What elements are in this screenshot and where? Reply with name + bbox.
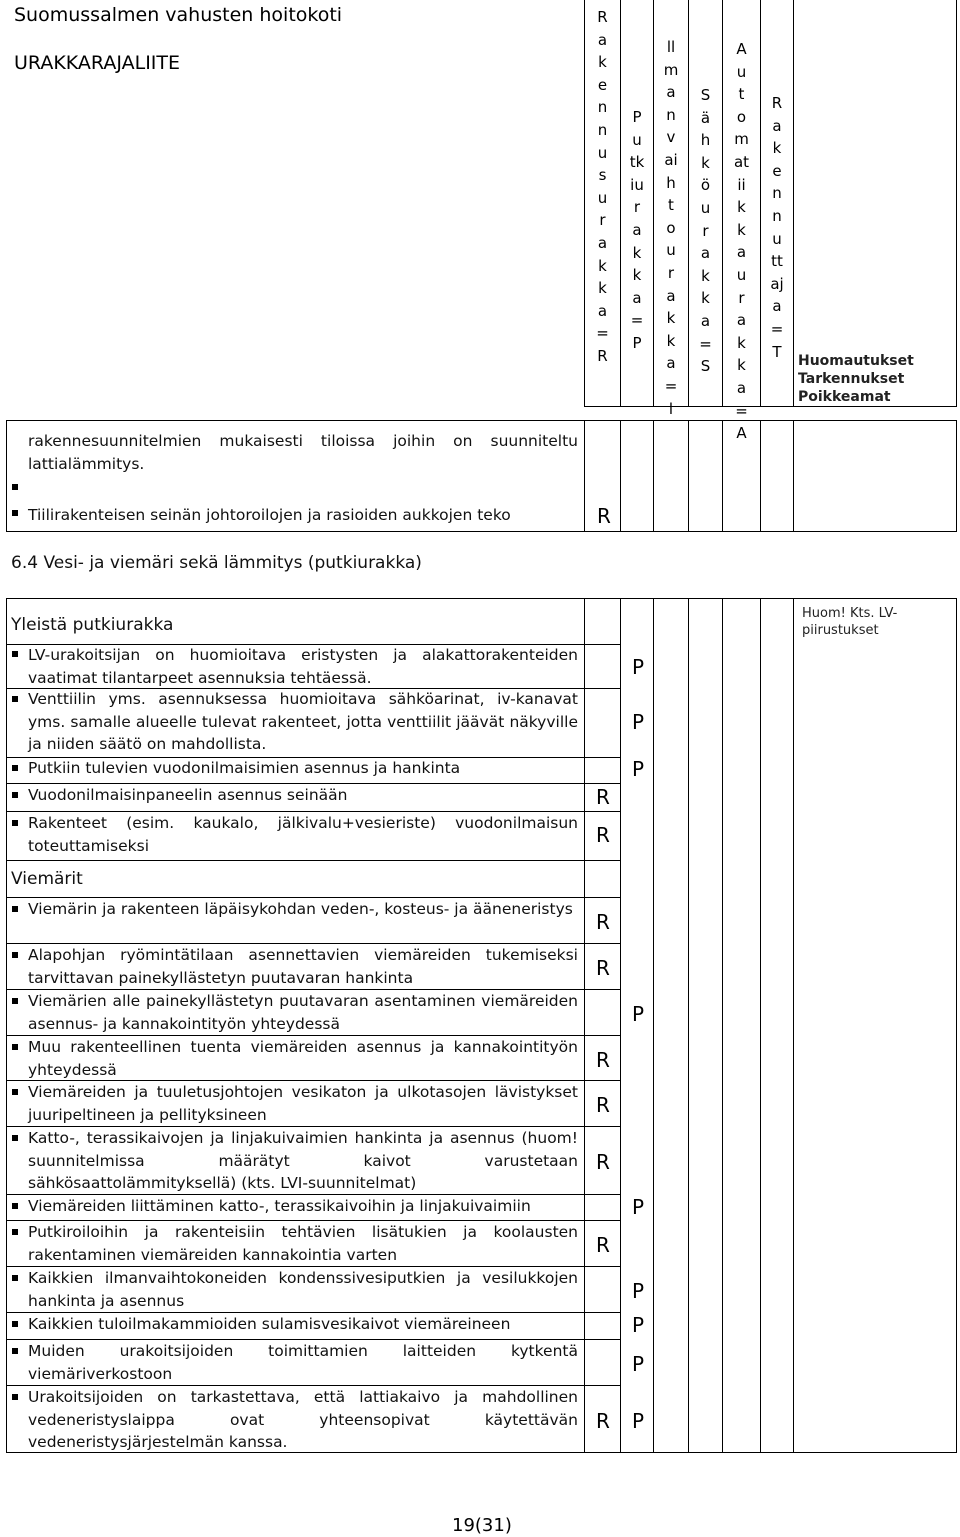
column-header-char: a <box>632 220 642 239</box>
grid-line <box>653 598 654 1453</box>
column-header-rakennusurakka <box>585 6 620 368</box>
table-row-text: Katto-, terassikaivojen ja linjakuivaimien hankinta ja asennus (huom! suunnitelmissa määrätyt kaivot varustetaan sähkösaattolämmityksellä) (kts. LVI-suunnitelmat) <box>28 1129 578 1192</box>
column-header-char: e <box>597 75 608 94</box>
column-header-char: k <box>598 53 607 72</box>
bullet-icon <box>12 998 18 1004</box>
grid-line <box>722 598 723 1453</box>
bullet-icon <box>12 906 18 912</box>
table-row-text: Viemäreiden ja tuuletusjohtojen vesikaton ja ulkotasojen lävistykset juuripeltineen ja pellityksineen <box>28 1083 578 1124</box>
subsection-heading: Yleistä putkiurakka <box>11 615 174 635</box>
column-header-char: r <box>599 211 606 230</box>
column-header-char: S <box>700 357 711 376</box>
column-header-char: k <box>701 289 710 308</box>
column-header-char: o <box>736 107 747 126</box>
column-header-char: k <box>666 309 676 328</box>
notes-heading-line: Poikkeamat <box>798 389 891 405</box>
column-header-char: n <box>772 184 782 203</box>
column-header-char: a <box>772 116 782 135</box>
column-header-char: a <box>666 83 676 102</box>
column-header-sahkourakka <box>689 84 722 378</box>
column-header-char: k <box>737 198 746 217</box>
table-row-text: Kaikkien tuloilmakammioiden sulamisvesikaivot viemäreineen <box>28 1315 511 1333</box>
column-header-char: k <box>701 153 710 172</box>
bullet-icon <box>12 510 18 516</box>
grid-line <box>6 531 956 532</box>
column-header-char: a <box>666 354 676 373</box>
column-header-char: k <box>632 243 642 262</box>
column-header-char: h <box>666 173 676 192</box>
column-header-char: a <box>632 288 642 307</box>
grid-line <box>688 420 689 532</box>
column-header-char: ö <box>700 176 711 195</box>
document-subtitle: URAKKARAJALIITE <box>14 52 181 74</box>
column-header-char: r <box>702 221 709 240</box>
column-header-char: a <box>597 301 608 320</box>
column-header-char: v <box>666 128 676 147</box>
column-header-char: e <box>772 161 782 180</box>
column-header-char: k <box>737 333 746 352</box>
column-header-ilmanvaihtourakka <box>654 36 688 420</box>
table-row-text: Rakenteet (esim. kaukalo, jälkivalu+vesieriste) vuodonilmaisun toteuttamiseksi <box>28 814 578 855</box>
column-header-char: u <box>597 188 608 207</box>
column-header-char: u <box>597 143 608 162</box>
column-header-char: l <box>668 399 674 418</box>
column-header-char: a <box>700 311 711 330</box>
column-header-char: u <box>632 130 642 149</box>
bullet-icon <box>12 1348 18 1354</box>
notes-heading-line: Tarkennukset <box>798 371 905 387</box>
column-header-char: = <box>770 319 784 338</box>
column-header-rakennuttaja <box>761 92 793 363</box>
column-header-char: k <box>737 220 746 239</box>
column-header-char: A <box>736 424 747 443</box>
grid-line <box>688 598 689 1453</box>
column-header-char: m <box>663 60 679 79</box>
bullet-icon <box>12 696 18 702</box>
bullet-icon <box>12 651 18 657</box>
responsibility-mark-r: R <box>596 785 610 809</box>
responsibility-mark-p: P <box>632 1195 645 1220</box>
column-header-char: k <box>737 356 746 375</box>
column-header-char: R <box>597 346 608 365</box>
column-header-char: r <box>667 263 675 282</box>
bullet-icon <box>12 792 18 798</box>
column-header-char: n <box>772 206 782 225</box>
grid-line <box>653 420 654 532</box>
grid-line <box>584 406 957 407</box>
column-header-char: k <box>598 279 607 298</box>
table-row-text: Viemäreiden liittäminen katto-, terassikaivoihin ja linjakuivaimiin <box>28 1197 531 1215</box>
column-header-char: S <box>700 86 711 104</box>
grid-line <box>6 598 956 599</box>
table-row-text: Putkiroiloihin ja rakenteisiin tehtävien lisätukien ja koolausten rakentaminen viemäreiden kannakointia varten <box>28 1223 578 1264</box>
responsibility-mark-r: R <box>596 909 610 934</box>
bullet-icon <box>12 1044 18 1050</box>
grid-line <box>793 0 794 406</box>
document-title: Suomussalmen vahusten hoitokoti <box>14 4 343 26</box>
bullet-icon <box>12 952 18 958</box>
responsibility-mark-r: R <box>596 1047 610 1072</box>
responsibility-mark-p: P <box>632 1278 645 1303</box>
grid-line <box>6 860 620 861</box>
grid-line <box>760 598 761 1453</box>
table-row-text: Alapohjan ryömintätilaan asennettavien viemäreiden tukemiseksi tarvittavan painekyllästetyn puutavaran hankinta <box>28 946 578 987</box>
subsection-heading: Viemärit <box>11 869 83 889</box>
column-header-char: iu <box>630 175 644 194</box>
column-header-putkiurakka <box>621 106 653 355</box>
grid-line <box>6 420 956 421</box>
column-header-char: n <box>597 98 608 117</box>
grid-line <box>793 598 794 1453</box>
notes-heading-line: Huomautukset <box>798 353 914 369</box>
table-row-text: Kaikkien ilmanvaihtokoneiden kondenssivesiputkien ja vesilukkojen hankinta ja asennus <box>28 1269 578 1310</box>
bullet-icon <box>12 1203 18 1209</box>
bullet-icon <box>12 820 18 826</box>
column-header-char: r <box>633 198 641 217</box>
responsibility-mark-p: P <box>632 1313 645 1338</box>
column-header-char: r <box>738 288 745 307</box>
column-header-char: a <box>736 311 747 330</box>
responsibility-mark-r: R <box>596 823 610 847</box>
section-title: 6.4 Vesi- ja viemäri sekä lämmitys (putkiurakka) <box>11 553 422 573</box>
column-header-char: u <box>666 241 676 260</box>
grid-line <box>956 420 957 532</box>
responsibility-mark-r: R <box>597 504 611 528</box>
table-row-text: Muu rakenteellinen tuenta viemäreiden asennus ja kannakointityön yhteydessä <box>28 1038 578 1079</box>
responsibility-mark-p: P <box>632 1351 645 1376</box>
bullet-icon <box>12 1135 18 1141</box>
responsibility-mark-r: R <box>596 1232 610 1257</box>
responsibility-mark-r: R <box>596 955 610 980</box>
column-header-char: ii <box>737 175 746 194</box>
column-header-char: at <box>733 152 750 171</box>
bullet-icon <box>12 765 18 771</box>
column-header-char: = <box>664 376 678 395</box>
grid-line <box>956 0 957 406</box>
column-header-char: = <box>735 401 748 420</box>
column-header-char: ai <box>664 150 678 169</box>
table-row-text: rakennesuunnitelmien mukaisesti tiloissa joihin on suunniteltu lattialämmitys. <box>28 432 578 473</box>
table-row-text: Tiilirakenteisen seinän johtoroilojen ja rasioiden aukkojen teko <box>28 506 511 524</box>
grid-line <box>584 420 585 532</box>
responsibility-mark-r: R <box>596 1149 610 1174</box>
grid-line <box>620 598 621 1453</box>
table-row-text: Vuodonilmaisinpaneelin asennus seinään <box>28 786 348 804</box>
column-header-char: tk <box>629 153 645 172</box>
column-header-char: A <box>736 40 747 58</box>
column-header-automatiikkaurakka <box>723 38 760 445</box>
column-header-char: R <box>597 8 608 26</box>
column-header-char: k <box>701 266 710 285</box>
column-header-char: a <box>597 30 608 49</box>
column-header-char: m <box>734 130 749 149</box>
grid-line <box>760 420 761 532</box>
grid-line <box>956 598 957 1453</box>
column-header-char: t <box>668 196 674 215</box>
bullet-icon <box>12 1321 18 1327</box>
responsibility-mark-p: P <box>632 655 645 679</box>
column-header-char: n <box>597 120 608 139</box>
column-header-char: o <box>666 218 676 237</box>
grid-line <box>6 420 7 532</box>
column-header-char: P <box>632 108 642 126</box>
column-header-char: a <box>736 243 747 262</box>
column-header-char: u <box>736 62 747 81</box>
column-header-char: u <box>772 229 782 248</box>
note-text: Huom! Kts. LV-piirustukset <box>802 606 898 638</box>
column-header-char: R <box>771 94 783 112</box>
table-row-text: LV-urakoitsijan on huomioitava eristysten ja alakattorakenteiden vaatimat tilantarpeet asennuksia tehtäessä. <box>28 646 578 687</box>
column-header-char: a <box>772 297 782 316</box>
column-header-char: k <box>772 139 782 158</box>
column-header-char: u <box>736 265 747 284</box>
column-header-char: tt <box>771 252 783 271</box>
column-header-char: h <box>700 131 711 150</box>
bullet-icon <box>12 1394 18 1400</box>
column-header-char: k <box>666 331 676 350</box>
table-row-text: Muiden urakoitsijoiden toimittamien laitteiden kytkentä viemäriverkostoon <box>28 1342 578 1383</box>
responsibility-mark-p: P <box>632 757 645 781</box>
responsibility-mark-p: P <box>632 1408 645 1433</box>
column-header-char: = <box>596 324 609 343</box>
column-header-char: s <box>598 166 607 185</box>
column-header-char: = <box>630 311 644 330</box>
responsibility-mark-p: P <box>632 710 645 734</box>
page-number: 19(31) <box>452 1515 512 1536</box>
responsibility-mark-r: R <box>596 1408 610 1433</box>
column-header-char: ll <box>666 38 676 56</box>
grid-line <box>620 420 621 532</box>
column-header-char: T <box>772 342 782 361</box>
column-header-char: t <box>738 85 745 104</box>
responsibility-mark-r: R <box>596 1092 610 1117</box>
bullet-icon <box>12 1275 18 1281</box>
column-header-char: a <box>736 378 747 397</box>
column-header-char: a <box>597 233 608 252</box>
table-row-text: Venttiilin yms. asennuksessa huomioitava sähköarinat, iv-kanavat yms. samalle alueelle tulevat rakenteet, jotta venttiilit jäävät näkyville ja niiden säätö on mahdollista. <box>28 690 578 753</box>
column-header-char: a <box>700 244 711 263</box>
column-header-char: n <box>666 105 676 124</box>
column-header-char: a <box>666 286 676 305</box>
column-header-char: k <box>598 256 607 275</box>
column-header-char: u <box>700 198 711 217</box>
bullet-icon <box>12 484 18 490</box>
column-header-char: ä <box>700 108 711 127</box>
responsibility-mark-p: P <box>632 1001 645 1026</box>
grid-line <box>584 598 585 1453</box>
table-row-text: Viemärien alle painekyllästetyn puutavaran asentaminen viemäreiden asennus- ja kannakointityön yhteydessä <box>28 992 578 1033</box>
column-header-char: = <box>699 334 712 353</box>
column-header-char: k <box>632 266 642 285</box>
grid-line <box>793 420 794 532</box>
column-header-char: aj <box>770 274 784 293</box>
table-row-text: Putkiin tulevien vuodonilmaisimien asennus ja hankinta <box>28 759 461 777</box>
bullet-icon <box>12 1089 18 1095</box>
column-header-char: P <box>632 333 642 352</box>
bullet-icon <box>12 1229 18 1235</box>
notes-column-header <box>798 352 914 406</box>
grid-line <box>722 420 723 532</box>
table-row-text: Urakoitsijoiden on tarkastettava, että lattiakaivo ja mahdollinen vedeneristyslaippa ovat yhteensopivat käytettävän vedeneristysjärjestelmän kanssa. <box>28 1388 578 1451</box>
grid-line <box>6 598 7 1453</box>
table-row-text: Viemärin ja rakenteen läpäisykohdan veden-, kosteus- ja ääneneristys <box>28 900 573 918</box>
